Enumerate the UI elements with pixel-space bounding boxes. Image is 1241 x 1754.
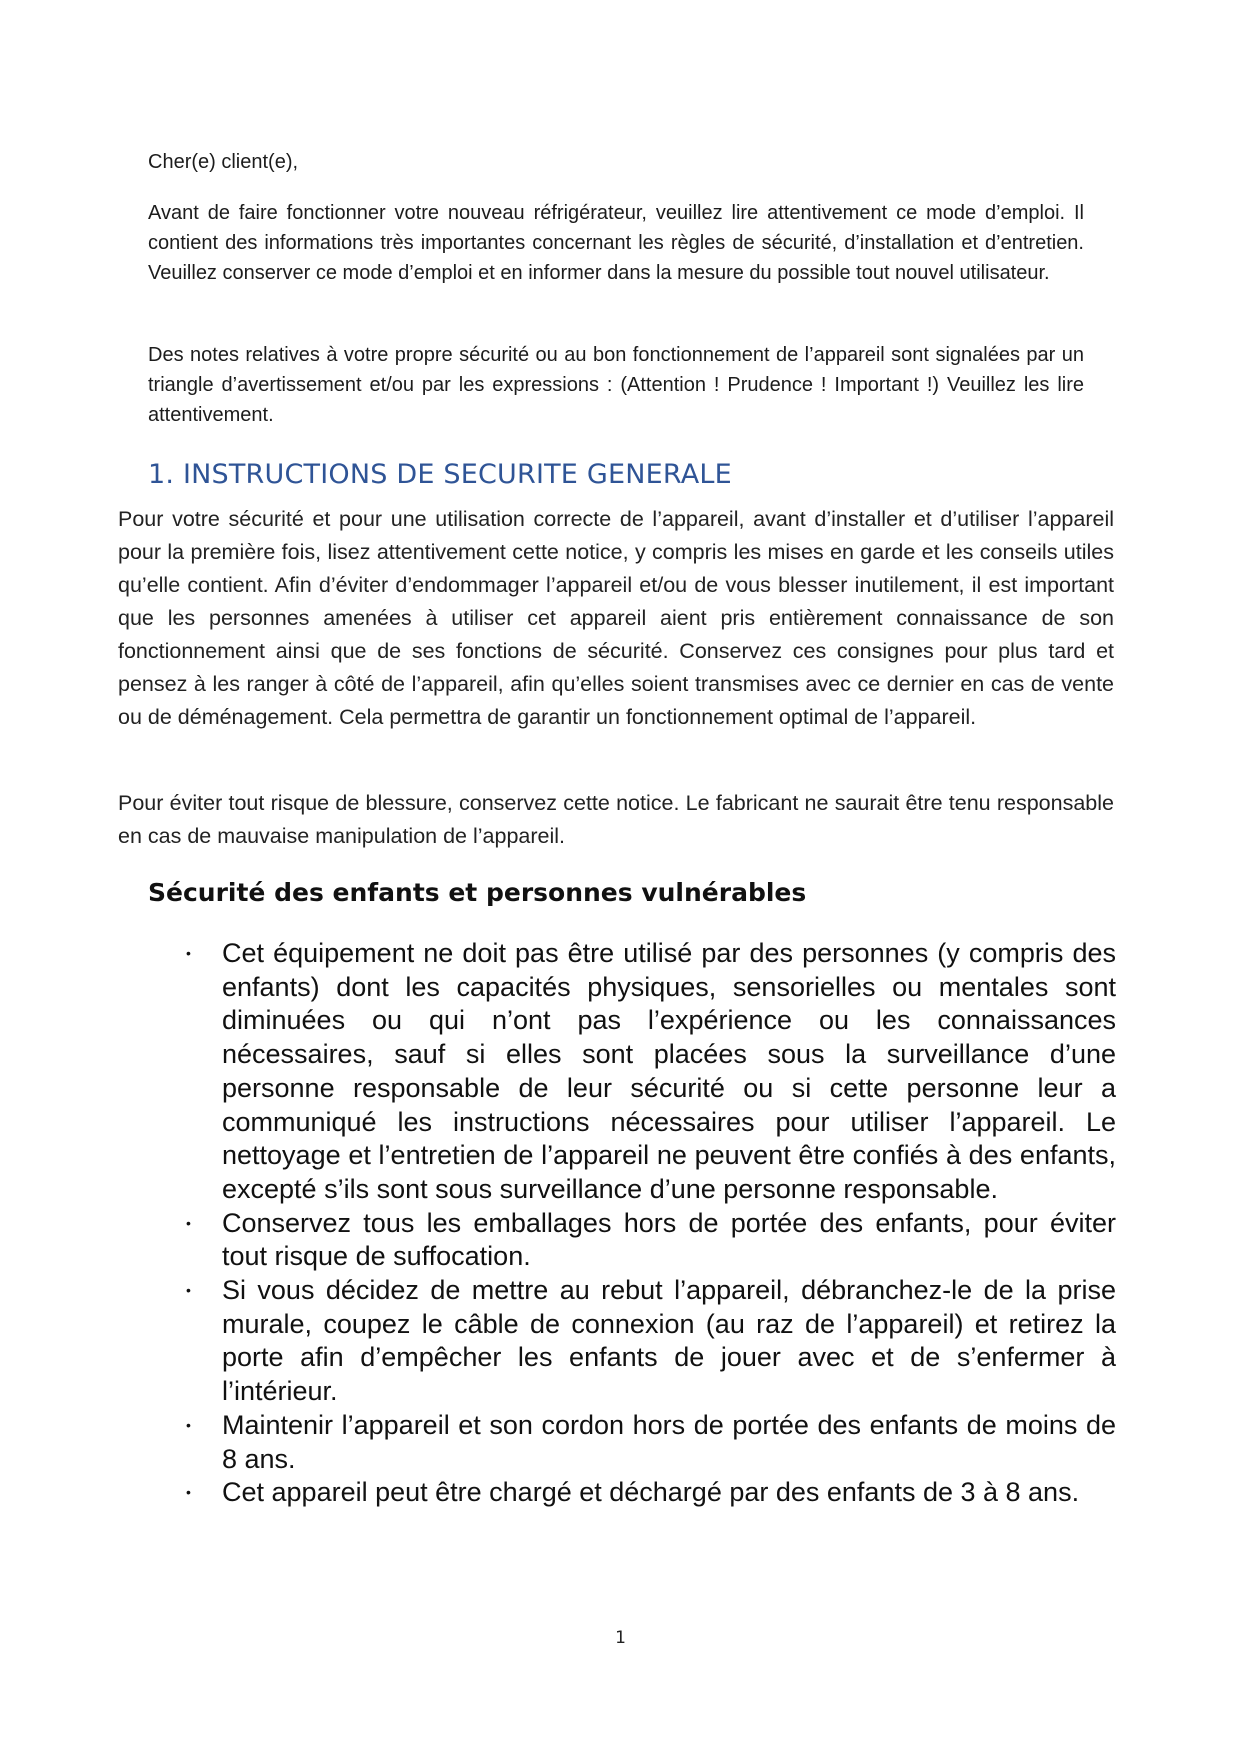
section-heading: 1. INSTRUCTIONS DE SECURITE GENERALE	[148, 459, 732, 490]
bullet-icon: •	[186, 945, 191, 961]
list-item-text: Conservez tous les emballages hors de portée des enfants, pour éviter tout risque de suffocation.	[222, 1207, 1116, 1272]
list-item-text: Cet appareil peut être chargé et déchargé par des enfants de 3 à 8 ans.	[222, 1477, 1080, 1508]
safety-bullet-list	[160, 937, 1116, 1510]
intro-paragraph: Avant de faire fonctionner votre nouveau réfrigérateur, veuillez lire attentivement ce mode d’emploi. Il contient des informations très importantes concernant les règles de sécurité, d’installation et d’entretien. Veuillez conserver ce mode d’emploi et en informer dans la mesure du possible tout nouvel utilisateur.	[148, 202, 1084, 284]
bullet-icon: •	[186, 1484, 191, 1501]
list-item	[160, 1476, 1116, 1510]
subsection-heading: Sécurité des enfants et personnes vulnérables	[148, 878, 807, 907]
section-paragraph: Pour votre sécurité et pour une utilisation correcte de l’appareil, avant d’installer et d’utiliser l’appareil pour la première fois, lisez attentivement cette notice, y compris les mises en garde et les conseils utiles qu’elle contient. Afin d’éviter d’endommager l’appareil et/ou de vous blesser inutilement, il est important que les personnes amenées à utiliser cet appareil aient pris entièrement connaissance de son fonctionnement ainsi que de ses fonctions de sécurité. Conservez ces consignes pour plus tard et pensez à les ranger à côté de l’appareil, afin qu’elles soient transmises avec ce dernier en cas de vente ou de déménagement. Cela permettra de garantir un fonctionnement optimal de l’appareil.	[118, 507, 1114, 729]
bullet-icon: •	[186, 1416, 191, 1433]
intro-paragraph: Des notes relatives à votre propre sécurité ou au bon fonctionnement de l’appareil sont signalées par un triangle d’avertissement et/ou par les expressions : (Attention ! Prudence ! Important !) Veuillez les lire attentivement.	[148, 344, 1084, 426]
list-item	[160, 1409, 1116, 1476]
bullet-icon: •	[186, 1214, 191, 1231]
bullet-icon: •	[186, 1282, 191, 1299]
page-number: 1	[615, 1628, 626, 1648]
greeting: Cher(e) client(e),	[148, 151, 299, 173]
list-item-text: Si vous décidez de mettre au rebut l’appareil, débranchez-le de la prise murale, coupez le câble de connexion (au raz de l’appareil) et retirez la porte afin d’empêcher les enfants de jouer avec et de s’enfermer à l’intérieur.	[222, 1275, 1116, 1407]
section-paragraph: Pour éviter tout risque de blessure, conservez cette notice. Le fabricant ne saurait être tenu responsable en cas de mauvaise manipulation de l’appareil.	[118, 791, 1114, 848]
list-item	[160, 937, 1116, 1207]
list-item	[160, 1207, 1116, 1274]
list-item-text: Maintenir l’appareil et son cordon hors de portée des enfants de moins de 8 ans.	[222, 1409, 1116, 1474]
list-item-text: Cet équipement ne doit pas être utilisé par des personnes (y compris des enfants) dont les capacités physiques, sensorielles ou mentales sont diminuées ou qui n’ont pas l’expérience ou les connaissances nécessaires, sauf si elles sont placées sous la surveillance d’une personne responsable de leur sécurité ou si cette personne leur a communiqué les instructions nécessaires pour utiliser l’appareil. Le nettoyage et l’entretien de l’appareil ne peuvent être confiés à des enfants, excepté s’ils sont sous surveillance d’une personne responsable.	[222, 938, 1116, 1204]
list-item	[160, 1274, 1116, 1409]
